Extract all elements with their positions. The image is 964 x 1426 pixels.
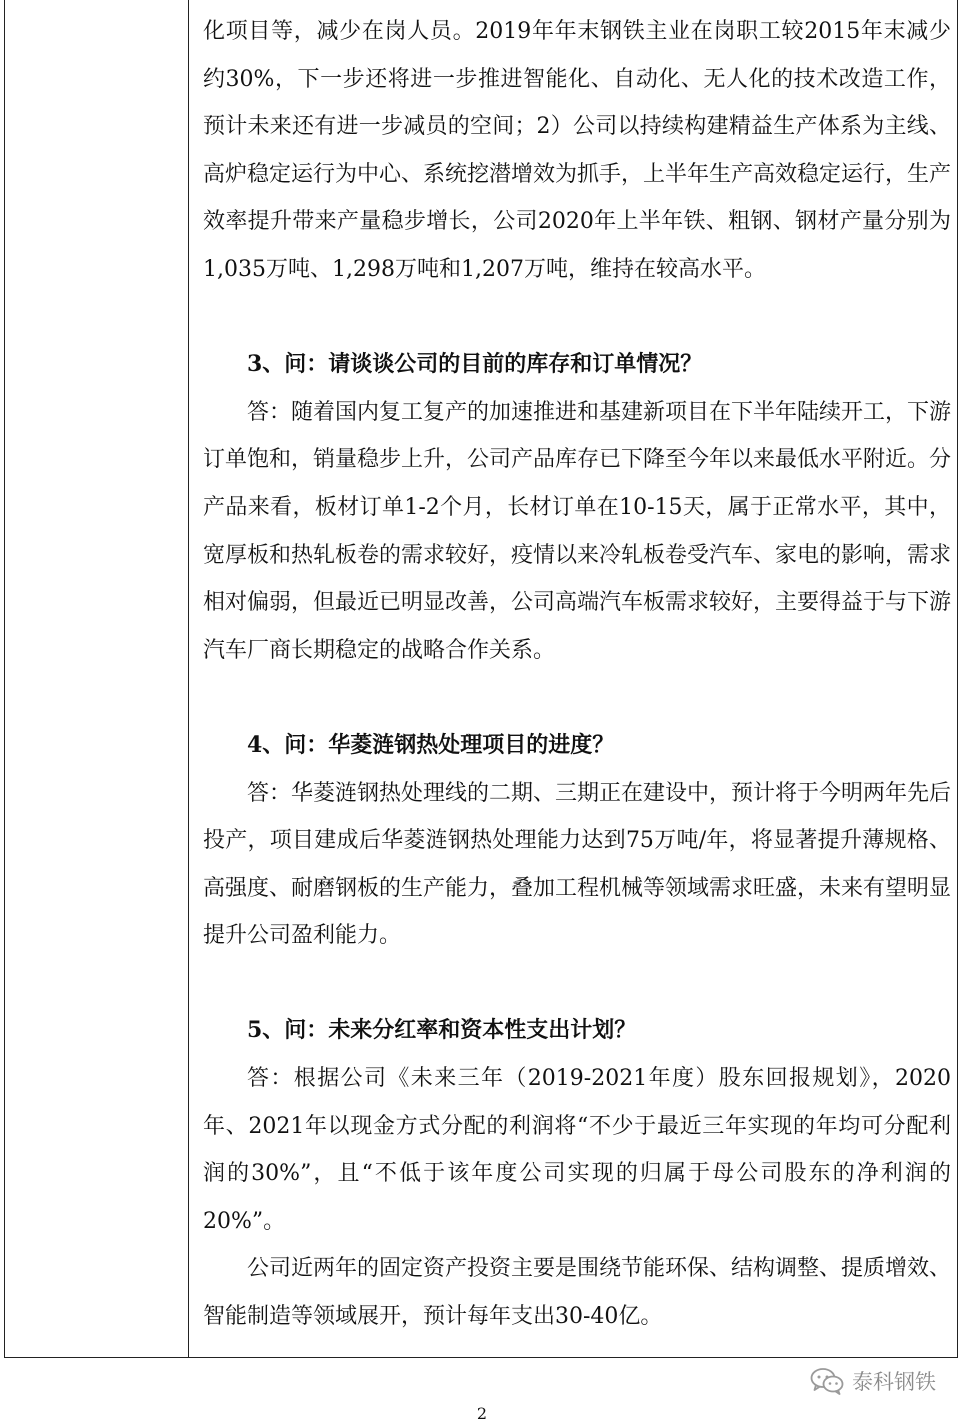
answer-3: 答：随着国内复工复产的加速推进和基建新项目在下半年陆续开工，下游订单饱和，销量稳步上升，公司产品库存已下降至今年以来最低水平附近。分产品来看，板材订单1-2个月，长材订单在10-15天，属于正常水平，其中，宽厚板和热轧板卷的需求较好，疫情以来冷轧板卷受汽车、家电的影响，需求相对偏弱，但最近已明显改善，公司高端汽车板需求较好，主要得益于与下游汽车厂商长期稳定的战略合作关系。 [203,399,952,663]
question-3: 3、问：请谈谈公司的目前的库存和订单情况？ [247,351,703,378]
answer-5: 答：根据公司《未来三年（2019-2021年度）股东回报规划》，2020年、2021年以现金方式分配的利润将“不少于最近三年实现的年均可分配利润的30%”，且“不低于该年度公司实现的归属于母公司股东的净利润的20%”。 [203,1066,951,1234]
interview-record-table [4,0,958,1358]
paragraph-continued: 化项目等，减少在岗人员。2019年年末钢铁主业在岗职工较2015年末减少约30%，下一步还将进一步推进智能化、自动化、无人化的技术改造工作，预计未来还有进一步减员的空间；2）公司以持续构建精益生产体系为主线、高炉稳定运行为中心、系统挖潜增效为抓手，上半年生产高效稳定运行，生产效率提升带来产量稳步增长，公司2020年上半年铁、粗钢、钢材产量分别为1,035万吨、1,298万吨和1,207万吨，维持在较高水平。 [203,19,952,282]
answer-5-continued: 公司近两年的固定资产投资主要是围绕节能环保、结构调整、提质增效、智能制造等领域展开，预计每年支出30-40亿。 [203,1256,952,1330]
table-content-cell [203,8,951,1341]
wechat-icon [810,1367,844,1395]
watermark-text: 泰科钢铁 [852,1370,936,1394]
answer-4: 答：华菱涟钢热处理线的二期、三期正在建设中，预计将于今明两年先后投产，项目建成后华菱涟钢热处理能力达到75万吨/年，将显著提升薄规格、高强度、耐磨钢板的生产能力，叠加工程机械等领域需求旺盛，未来有望明显提升公司盈利能力。 [203,780,952,949]
page-number: 2 [476,1404,488,1423]
watermark [810,1366,936,1396]
question-5: 5、问：未来分红率和资本性支出计划？ [247,1017,637,1044]
table-label-column [5,0,189,1357]
question-4: 4、问：华菱涟钢热处理项目的进度？ [247,731,615,758]
